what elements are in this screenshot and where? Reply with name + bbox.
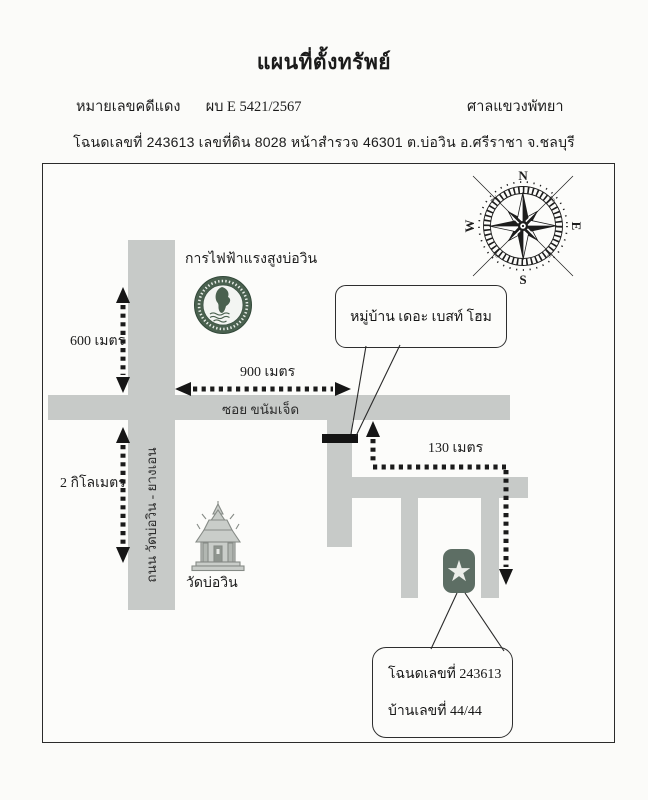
temple-label: วัดบ่อวิน [186,576,238,591]
court-name: ศาลแขวงพัทยา [467,99,564,115]
vertical-road-label: ถนน วัดบ่อวิน - ยางเอน [144,447,159,583]
road-stub-left [401,498,418,598]
compass-se-label: se [545,250,555,260]
distance-130m-label: 130 เมตร [428,441,484,456]
case-number-value: ผบ E 5421/2567 [205,99,302,115]
star-icon: ★ [446,553,472,588]
road-stub-right [481,498,499,598]
compass-ne-label: ne [547,194,557,204]
compass-north-label: N [518,168,528,183]
entrance-marker-bar [322,434,358,443]
page-title: แผนที่ตั้งทรัพย์ [256,50,392,74]
road-village-lane [330,477,528,498]
deed-info-line: โฉนดเลขที่ 243613 เลขที่ดิน 8028 หน้าสำรวจ 46301 ต.บ่อวิน อ.ศรีราชา จ.ชลบุรี [73,134,575,150]
distance-2km-label: 2 กิโลเมตร [60,476,126,491]
distance-600m-label: 600 เมตร [70,334,126,349]
power-station-label: การไฟฟ้าแรงสูงบ่อวิน [185,252,318,267]
compass-south-label: S [519,272,527,287]
case-number-line [76,95,302,118]
horizontal-road-label: ซอย ขนัมเจ็ด [222,402,300,417]
temple-icon [184,500,252,572]
village-callout [335,285,507,348]
compass-sw-label: sw [491,249,502,260]
property-callout [372,647,513,738]
property-house-number: บ้านเลขที่ 44/44 [388,704,482,719]
compass-rose-icon [462,166,584,292]
village-callout-text: หมู่บ้าน เดอะ เบสท์ โฮม [350,309,492,325]
property-deed-number: โฉนดเลขที่ 243613 [388,667,502,682]
compass-east-label: E [569,221,584,231]
case-number-label: หมายเลขคดีแดง [76,99,181,115]
compass-west-label: W [462,219,477,233]
compass-nw-label: nw [488,193,500,205]
power-authority-logo-icon [193,275,253,335]
distance-900m-label: 900 เมตร [240,365,296,380]
property-star-marker [443,549,475,593]
